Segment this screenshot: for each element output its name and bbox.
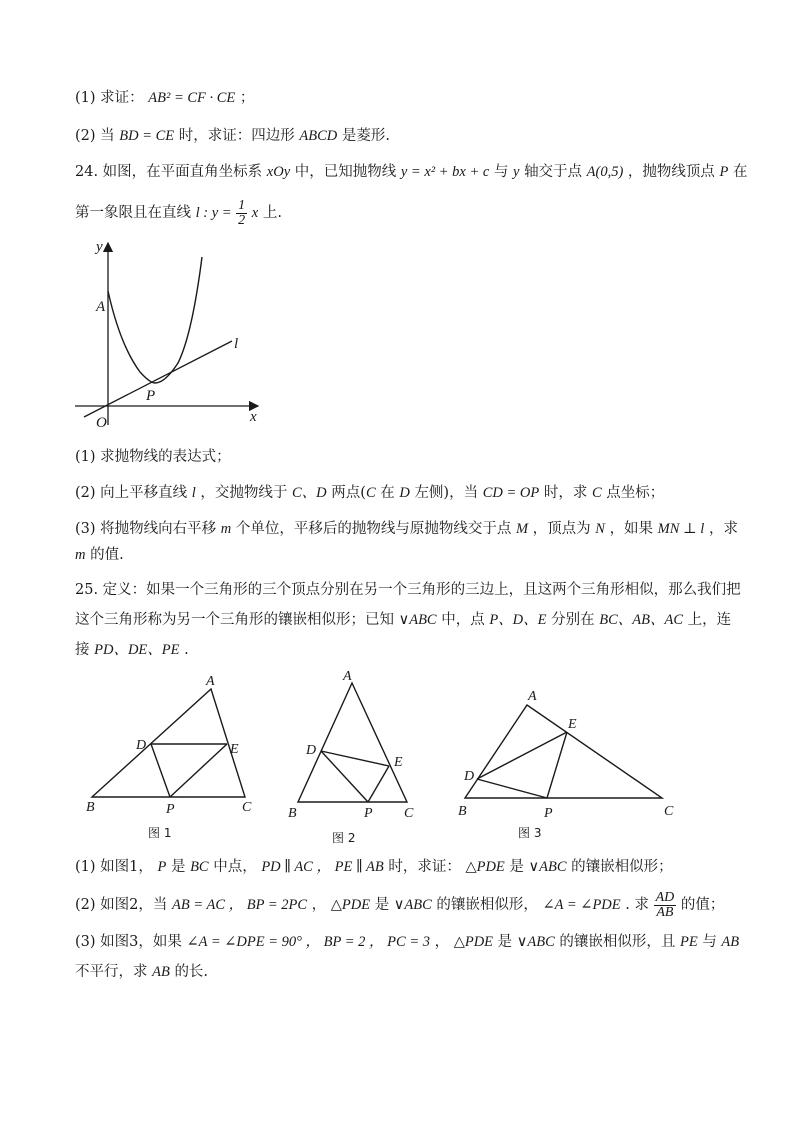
fig1-caption: 图 1	[148, 826, 172, 840]
figure-3	[465, 705, 662, 798]
fig3-caption: 图 3	[518, 826, 542, 840]
fig1-label-p: P	[166, 802, 175, 817]
x-axis-label: x	[250, 409, 257, 425]
q23-part1-formula: AB² = CF · CE	[148, 90, 236, 106]
q24-fraction-half: $\frac{1}{2}$	[238, 197, 246, 228]
fig2-label-c: C	[404, 806, 414, 821]
fig2-label-p: P	[364, 806, 373, 821]
fig3-label-p: P	[544, 806, 553, 821]
q25-stem-line2: 这个三角形称为另一个三角形的镶嵌相似形；已知 ∨ABC 中，点 P、D、E 分别在 BC、AB、AC 上，连	[75, 612, 732, 628]
fig1-label-b: B	[86, 800, 95, 815]
q24-sub1: (1) 求抛物线的表达式；	[75, 449, 231, 465]
fig1-label-d: D	[136, 738, 147, 753]
q24-figure	[70, 235, 270, 430]
fig2-label-d: D	[306, 743, 317, 758]
q24-sub3-cont: m 的值.	[75, 547, 124, 563]
y-axis-label: y	[96, 239, 103, 255]
fig3-label-c: C	[664, 804, 674, 819]
fig1-label-a: A	[206, 674, 215, 689]
q25-sub1: (1) 如图1， P 是 BC 中点， PD ∥ AC ， PE ∥ AB 时，求证： △PDE 是 ∨ABC 的镶嵌相似形；	[75, 859, 673, 875]
point-p-label: P	[146, 388, 156, 404]
fig2-label-a: A	[343, 669, 352, 684]
q24-stem-line2: 第一象限且在直线 l : y = $\frac{1}{2}$ x 上.	[75, 197, 282, 228]
q25-stem-line3: 接 PD、DE、PE .	[75, 642, 189, 658]
fig2-label-e: E	[394, 755, 403, 770]
q25-stem-line1: 25. 定义：如果一个三角形的三个顶点分别在另一个三角形的三边上，且这两个三角形相似，那么我们把	[75, 582, 741, 598]
fig1-label-e: E	[230, 742, 239, 757]
q23-part2: (2) 当 BD = CE 时，求证：四边形 ABCD 是菱形.	[75, 128, 390, 144]
q25-ad-over-ab: $\frac{AD}{AB}$	[655, 889, 675, 920]
q25-figures	[80, 665, 700, 850]
fig3-label-b: B	[458, 804, 467, 819]
q25-sub3: (3) 如图3，如果 ∠A = ∠DPE = 90° ， BP = 2 ， PC = 3 ， △PDE 是 ∨ABC 的镶嵌相似形，且 PE 与 AB	[75, 934, 740, 950]
fig3-label-a: A	[528, 689, 537, 704]
fig1-label-c: C	[242, 800, 252, 815]
point-a-label: A	[96, 299, 106, 315]
q25-sub3-cont: 不平行，求 AB 的长.	[75, 964, 209, 980]
figure-1	[92, 689, 245, 797]
fig3-label-d: D	[464, 769, 475, 784]
q23-part1: (1) 求证： AB² = CF · CE ；	[75, 90, 255, 106]
origin-label: O	[96, 415, 107, 430]
line-l-label: l	[234, 336, 239, 352]
q24-parabola-equation: y = x² + bx + c	[400, 164, 490, 180]
fig2-caption: 图 2	[332, 831, 356, 845]
q25-sub2: (2) 如图2，当 AB = AC ， BP = 2PC ， △PDE 是 ∨ABC 的镶嵌相似形， ∠A = ∠PDE . 求 $\frac{AD}{AB}$ 的值；	[75, 889, 725, 920]
q24-stem-line1: 24. 如图，在平面直角坐标系 xOy 中，已知抛物线 y = x² + bx + c 与 y 轴交于点 A(0,5) ，抛物线顶点 P 在	[75, 164, 748, 180]
q24-sub2: (2) 向上平移直线 l ，交抛物线于 C、D 两点(C 在 D 左侧)，当 CD = OP 时，求 C 点坐标；	[75, 485, 665, 501]
fig3-label-e: E	[568, 717, 577, 732]
fig2-label-b: B	[288, 806, 297, 821]
q24-sub3: (3) 将抛物线向右平移 m 个单位，平移后的抛物线与原抛物线交于点 M ，顶点为 N ，如果 MN ⊥ l ，求	[75, 521, 738, 537]
